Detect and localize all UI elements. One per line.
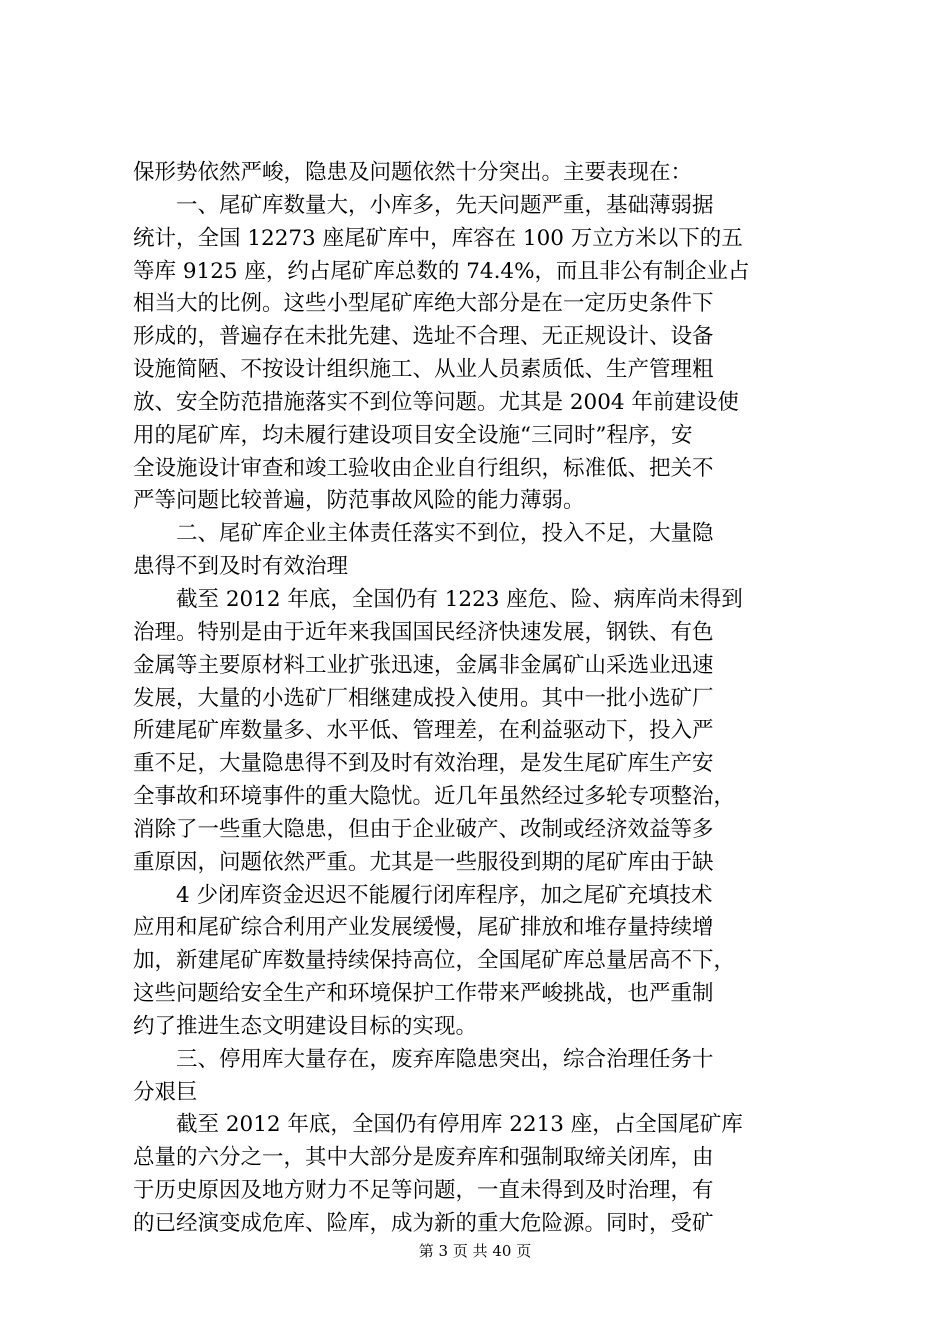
text-line: 发展，大量的小选矿厂相继建成投入使用。其中一批小选矿厂 bbox=[133, 685, 714, 711]
text-line: 全事故和环境事件的重大隐忧。近几年虽然经过多轮专项整治， bbox=[133, 784, 736, 810]
text-line: 约了推进生态文明建设目标的实现。 bbox=[133, 1013, 478, 1039]
text-line: 放、安全防范措施落实不到位等问题。尤其是 2004 年前建设使 bbox=[133, 389, 739, 415]
text-line: 形成的，普遍存在未批先建、选址不合理、无正规设计、设备 bbox=[133, 324, 714, 350]
text-line: 重不足，大量隐患得不到及时有效治理，是发生尾矿库生产安 bbox=[133, 751, 714, 777]
text-line: 等库 9125 座，约占尾矿库总数的 74.4%，而且非公有制企业占 bbox=[133, 258, 750, 284]
text-line: 重原因，问题依然严重。尤其是一些服役到期的尾矿库由于缺 bbox=[133, 849, 714, 875]
text-line: 严等问题比较普遍，防范事故风险的能力薄弱。 bbox=[133, 488, 585, 514]
text-line: 治理。特别是由于近年来我国国民经济快速发展，钢铁、有色 bbox=[133, 619, 714, 645]
text-line: 这些问题给安全生产和环境保护工作带来严峻挑战，也严重制 bbox=[133, 981, 714, 1007]
text-line: 设施简陋、不按设计组织施工、从业人员素质低、生产管理粗 bbox=[133, 357, 714, 383]
text-line: 应用和尾矿综合利用产业发展缓慢，尾矿排放和堆存量持续增 bbox=[133, 915, 714, 941]
text-line: 三、停用库大量存在，废弃库隐患突出，综合治理任务十 bbox=[133, 1046, 714, 1072]
text-line: 分艰巨 bbox=[133, 1079, 198, 1105]
text-line: 4 少闭库资金迟迟不能履行闭库程序，加之尾矿充填技术 bbox=[133, 882, 713, 908]
text-line: 相当大的比例。这些小型尾矿库绝大部分是在一定历史条件下 bbox=[133, 291, 714, 317]
text-line: 截至 2012 年底，全国仍有停用库 2213 座，占全国尾矿库 bbox=[133, 1112, 743, 1138]
text-line: 总量的六分之一，其中大部分是废弃库和强制取缔关闭库，由 bbox=[133, 1145, 714, 1171]
text-line: 消除了一些重大隐患，但由于企业破产、改制或经济效益等多 bbox=[133, 816, 714, 842]
text-line: 一、尾矿库数量大，小库多，先天问题严重，基础薄弱据 bbox=[133, 192, 714, 218]
text-line: 患得不到及时有效治理 bbox=[133, 554, 349, 580]
page-footer: 第 3 页 共 40 页 bbox=[418, 1242, 532, 1260]
text-line: 截至 2012 年底，全国仍有 1223 座危、险、病库尚未得到 bbox=[133, 586, 743, 612]
text-line: 的已经演变成危库、险库，成为新的重大危险源。同时，受矿 bbox=[133, 1211, 714, 1236]
text-line: 所建尾矿库数量多、水平低、管理差，在利益驱动下，投入严 bbox=[133, 718, 714, 744]
document-body bbox=[133, 157, 833, 1241]
text-line: 统计，全国 12273 座尾矿库中，库容在 100 万立方米以下的五 bbox=[133, 225, 743, 251]
text-line: 加，新建尾矿库数量持续保持高位，全国尾矿库总量居高不下， bbox=[133, 948, 736, 974]
text-line: 金属等主要原材料工业扩张迅速，金属非金属矿山采选业迅速 bbox=[133, 652, 714, 678]
text-line: 于历史原因及地方财力不足等问题，一直未得到及时治理，有 bbox=[133, 1178, 714, 1204]
text-line: 全设施设计审查和竣工验收由企业自行组织，标准低、把关不 bbox=[133, 455, 714, 481]
text-line: 二、尾矿库企业主体责任落实不到位，投入不足，大量隐 bbox=[133, 521, 714, 547]
text-line: 用的尾矿库，均未履行建设项目安全设施“三同时”程序，安 bbox=[133, 422, 693, 448]
text-line: 保形势依然严峻，隐患及问题依然十分突出。主要表现在： bbox=[133, 160, 693, 185]
